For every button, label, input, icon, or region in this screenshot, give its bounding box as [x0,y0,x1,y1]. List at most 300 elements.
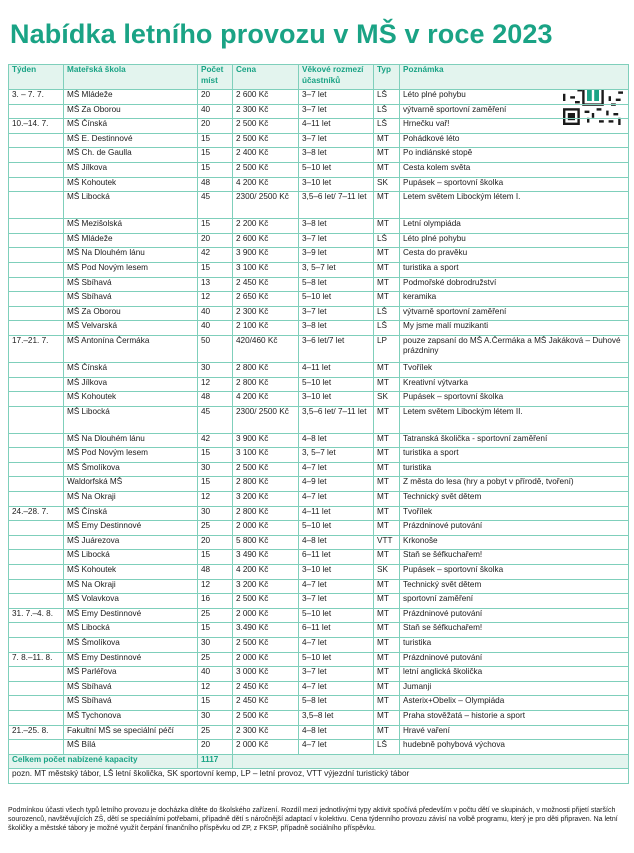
cell-school: MŠ Pod Novým lesem [64,262,198,277]
cell-price: 3 100 Kč [233,448,299,463]
table-row [9,219,629,234]
cell-week [9,292,64,307]
table-row [9,740,629,755]
cell-age: 4–8 let [299,725,374,740]
table-row [9,433,629,448]
cell-school: MŠ Emy Destinnové [64,521,198,536]
cell-age: 6–11 let [299,623,374,638]
table-row [9,725,629,740]
cell-school: MŠ Kohoutek [64,177,198,192]
cell-week [9,579,64,594]
cell-price: 2 000 Kč [233,652,299,667]
cell-price: 2 000 Kč [233,740,299,755]
table-header-row [9,65,629,90]
cell-places: 25 [198,725,233,740]
cell-note: Prázdninové putování [400,608,629,623]
cell-school: MŠ Libocká [64,406,198,433]
page-title: Nabídka letního provozu v MŠ v roce 2023 [10,19,553,49]
cell-note: výtvarně sportovní zaměření [400,306,629,321]
cell-school: MŠ Bílá [64,740,198,755]
cell-week: 31. 7.–4. 8. [9,608,64,623]
cell-school: MŠ Sbíhavá [64,292,198,307]
cell-week [9,248,64,263]
cell-age: 5–10 let [299,292,374,307]
table-row [9,638,629,653]
table-row [9,652,629,667]
cell-school: MŠ Kohoutek [64,392,198,407]
cell-places: 12 [198,681,233,696]
cell-week [9,521,64,536]
cell-places: 30 [198,638,233,653]
cell-school: MŠ Čínská [64,362,198,377]
cell-type: MT [374,448,400,463]
cell-note: Cesta do pravěku [400,248,629,263]
cell-places: 40 [198,321,233,336]
cell-places: 15 [198,696,233,711]
cell-age: 4–7 let [299,681,374,696]
cell-week [9,406,64,433]
legend-row [9,769,629,784]
cell-type: MT [374,362,400,377]
cell-week: 17.–21. 7. [9,335,64,362]
cell-age: 6–11 let [299,550,374,565]
table-row [9,119,629,134]
cell-places: 48 [198,565,233,580]
table-row [9,667,629,682]
footnote: Podmínkou účasti všech typů letního provozu je docházka dítěte do školského zařízení. Rozdíl mezi jednotlivými typy aktivit spočívá především v počtu dětí ve skupinách, v možnosti přijetí starších sourozenců, navštěvujících ZŠ, dětí se speciálními potřebami, případně dětí s náročnější adaptací v kolektivu. Cena týdenního provozu závisí na volbě programu, který je pro děti připraven. Na letní školičky a městské tábory je možné využít čerpání finančního příspěvku od ZP, z FKSP, případně sociálního příspěvku. [8,807,618,833]
cell-price: 2 800 Kč [233,506,299,521]
cell-type: MT [374,652,400,667]
cell-week [9,477,64,492]
cell-age: 3–7 let [299,104,374,119]
cell-note: turistika [400,638,629,653]
cell-school: MŠ Emy Destinnové [64,608,198,623]
cell-type: MT [374,579,400,594]
cell-price: 2 600 Kč [233,233,299,248]
cell-age: 3–8 let [299,219,374,234]
table-row [9,133,629,148]
cell-note: Cesta kolem světa [400,162,629,177]
cell-age: 3–7 let [299,133,374,148]
cell-week [9,550,64,565]
cell-type: MT [374,550,400,565]
table-row [9,565,629,580]
cell-places: 15 [198,162,233,177]
cell-places: 15 [198,262,233,277]
cell-age: 5–10 let [299,652,374,667]
cell-week [9,710,64,725]
cell-places: 15 [198,133,233,148]
cell-note: Pupásek – sportovní školka [400,392,629,407]
cell-age: 3–8 let [299,321,374,336]
cell-school: MŠ Juárezova [64,535,198,550]
cell-note: Praha stověžatá – historie a sport [400,710,629,725]
cell-type: LŠ [374,90,400,105]
cell-price: 2 800 Kč [233,477,299,492]
cell-type: MT [374,133,400,148]
cell-age: 5–10 let [299,608,374,623]
cell-note: hudebně pohybová výchova [400,740,629,755]
cell-price: 3 100 Kč [233,262,299,277]
cell-note: turistika a sport [400,262,629,277]
cell-school: MŠ Na Dlouhém lánu [64,433,198,448]
cell-places: 20 [198,535,233,550]
table-row [9,594,629,609]
cell-type: MT [374,506,400,521]
cell-type: MT [374,681,400,696]
cell-week [9,321,64,336]
cell-price: 3 200 Kč [233,492,299,507]
table-row [9,710,629,725]
cell-type: SK [374,565,400,580]
cell-school: MŠ Parléřova [64,667,198,682]
offer-table [8,64,629,784]
cell-age: 4–7 let [299,492,374,507]
cell-places: 42 [198,248,233,263]
cell-type: MT [374,277,400,292]
cell-week: 10.–14. 7. [9,119,64,134]
cell-price: 420/460 Kč [233,335,299,362]
cell-price: 4 200 Kč [233,392,299,407]
cell-type: MT [374,608,400,623]
cell-places: 15 [198,219,233,234]
table-row [9,681,629,696]
cell-note: Tvořílek [400,506,629,521]
cell-school: MŠ Libocká [64,623,198,638]
cell-age: 5–8 let [299,696,374,711]
cell-note: Pupásek – sportovní školka [400,565,629,580]
cell-age: 5–8 let [299,277,374,292]
cell-type: MT [374,477,400,492]
cell-price: 3 490 Kč [233,550,299,565]
cell-age: 4–11 let [299,362,374,377]
cell-places: 40 [198,104,233,119]
cell-note: výtvarně sportovní zaměření [400,104,629,119]
cell-school: MŠ Jílkova [64,377,198,392]
cell-week [9,462,64,477]
cell-note: turistika a sport [400,448,629,463]
cell-note: turistika [400,462,629,477]
cell-note: Asterix+Obelix – Olympiáda [400,696,629,711]
cell-price: 2 650 Kč [233,292,299,307]
cell-school: MŠ Jílkova [64,162,198,177]
cell-week [9,448,64,463]
cell-week [9,492,64,507]
table-row [9,248,629,263]
cell-price: 2 800 Kč [233,362,299,377]
cell-price: 2 200 Kč [233,219,299,234]
table-row [9,392,629,407]
cell-age: 4–11 let [299,506,374,521]
cell-note: Tvořílek [400,362,629,377]
table-row [9,623,629,638]
cell-type: LŠ [374,233,400,248]
cell-places: 48 [198,392,233,407]
cell-age: 3,5–8 let [299,710,374,725]
cell-note: Letem světem Libockým létem II. [400,406,629,433]
cell-age: 3–8 let [299,148,374,163]
cell-age: 3–10 let [299,177,374,192]
cell-price: 2 450 Kč [233,696,299,711]
cell-type: LŠ [374,119,400,134]
cell-week [9,233,64,248]
cell-price: 2 500 Kč [233,162,299,177]
cell-week [9,535,64,550]
cell-age: 4–7 let [299,462,374,477]
cell-places: 20 [198,90,233,105]
cell-type: MT [374,623,400,638]
table-row [9,90,629,105]
cell-week [9,623,64,638]
legend-text: pozn. MT městský tábor, LŠ letní školička, SK sportovní kemp, LP – letní provoz, VTT výjezdní turistický tábor [9,769,629,784]
cell-week [9,667,64,682]
cell-note: Letní olympiáda [400,219,629,234]
cell-price: 2300/ 2500 Kč [233,406,299,433]
cell-week [9,565,64,580]
cell-week: 21.–25. 8. [9,725,64,740]
cell-school: MŠ Mládeže [64,233,198,248]
cell-price: 2 000 Kč [233,608,299,623]
cell-price: 2 450 Kč [233,681,299,696]
cell-school: MŠ Čínská [64,119,198,134]
cell-places: 30 [198,506,233,521]
cell-places: 40 [198,306,233,321]
cell-note: Léto plné pohybu [400,90,629,105]
cell-age: 3–7 let [299,306,374,321]
cell-places: 12 [198,579,233,594]
cell-type: MT [374,192,400,219]
cell-age: 4–7 let [299,579,374,594]
cell-age: 4–9 let [299,477,374,492]
table-row [9,148,629,163]
cell-week [9,696,64,711]
cell-age: 3–7 let [299,667,374,682]
cell-places: 45 [198,192,233,219]
cell-note: Prázdninové putování [400,521,629,536]
table-row [9,477,629,492]
table-row [9,335,629,362]
cell-price: 2 600 Kč [233,90,299,105]
table-row [9,277,629,292]
cell-age: 4–11 let [299,119,374,134]
cell-note: Z města do lesa (hry a pobyt v přírodě, tvoření) [400,477,629,492]
cell-school: MŠ Sbíhavá [64,696,198,711]
cell-price: 2 300 Kč [233,104,299,119]
cell-age: 3–7 let [299,594,374,609]
table-row [9,696,629,711]
cell-places: 25 [198,608,233,623]
table-row [9,162,629,177]
cell-places: 40 [198,667,233,682]
cell-places: 20 [198,119,233,134]
cell-places: 12 [198,292,233,307]
cell-school: MŠ Emy Destinnové [64,652,198,667]
cell-note: Tatranská školička - sportovní zaměření [400,433,629,448]
cell-type: MT [374,219,400,234]
cell-note: Staň se šéfkuchařem! [400,550,629,565]
cell-price: 2 800 Kč [233,377,299,392]
cell-places: 30 [198,710,233,725]
cell-school: Fakultní MŠ se speciální péčí [64,725,198,740]
cell-price: 3 200 Kč [233,579,299,594]
header-note: Poznámka [400,65,629,90]
cell-type: LŠ [374,321,400,336]
table-row [9,192,629,219]
cell-price: 2 300 Kč [233,725,299,740]
cell-school: MŠ Za Oborou [64,306,198,321]
header-school: Mateřská škola [64,65,198,90]
cell-week: 3. – 7. 7. [9,90,64,105]
table-row [9,306,629,321]
cell-note: sportovní zaměření [400,594,629,609]
cell-places: 25 [198,652,233,667]
cell-type: MT [374,667,400,682]
table-row [9,362,629,377]
cell-type: MT [374,433,400,448]
header-type: Typ [374,65,400,90]
table-row [9,104,629,119]
cell-week [9,681,64,696]
cell-note: Pupásek – sportovní školka [400,177,629,192]
cell-places: 42 [198,433,233,448]
cell-school: MŠ Na Okraji [64,579,198,594]
cell-age: 5–10 let [299,521,374,536]
cell-type: MT [374,148,400,163]
total-row [9,754,629,769]
table-row [9,550,629,565]
cell-price: 2 000 Kč [233,521,299,536]
cell-week [9,277,64,292]
table-row [9,462,629,477]
cell-type: MT [374,262,400,277]
table-row [9,448,629,463]
cell-price: 2 500 Kč [233,710,299,725]
cell-type: MT [374,725,400,740]
cell-price: 2 500 Kč [233,119,299,134]
cell-school: MŠ Za Oborou [64,104,198,119]
cell-note: letní anglická školička [400,667,629,682]
cell-type: VTT [374,535,400,550]
cell-places: 15 [198,623,233,638]
cell-places: 20 [198,740,233,755]
cell-price: 2 500 Kč [233,133,299,148]
cell-price: 5 800 Kč [233,535,299,550]
cell-week [9,162,64,177]
cell-note: pouze zapsaní do MŠ A.Čermáka a MŠ Jakáková – Duhové prázdniny [400,335,629,362]
cell-price: 4 200 Kč [233,177,299,192]
cell-places: 12 [198,377,233,392]
cell-type: MT [374,638,400,653]
cell-age: 3, 5–7 let [299,262,374,277]
cell-type: MT [374,292,400,307]
cell-age: 4–8 let [299,433,374,448]
cell-places: 45 [198,406,233,433]
cell-price: 2 500 Kč [233,462,299,477]
cell-age: 3,5–6 let/ 7–11 let [299,406,374,433]
total-filler [233,754,629,769]
table-row [9,506,629,521]
cell-type: LŠ [374,104,400,119]
table-row [9,233,629,248]
cell-type: MT [374,377,400,392]
cell-places: 13 [198,277,233,292]
cell-note: Krkonoše [400,535,629,550]
table-row [9,406,629,433]
cell-places: 15 [198,148,233,163]
cell-type: MT [374,710,400,725]
table-body [9,90,629,755]
cell-school: MŠ Volavkova [64,594,198,609]
table-row [9,292,629,307]
cell-week [9,219,64,234]
cell-type: MT [374,521,400,536]
cell-price: 2 100 Kč [233,321,299,336]
cell-age: 3–6 let/7 let [299,335,374,362]
cell-age: 3–7 let [299,90,374,105]
cell-type: LŠ [374,306,400,321]
cell-age: 3, 5–7 let [299,448,374,463]
cell-age: 3–7 let [299,233,374,248]
cell-school: MŠ Šmolíkova [64,462,198,477]
cell-note: My jsme malí muzikanti [400,321,629,336]
cell-age: 4–7 let [299,740,374,755]
cell-week [9,104,64,119]
table-row [9,521,629,536]
cell-week [9,433,64,448]
header-week: Týden [9,65,64,90]
total-value: 1117 [198,754,233,769]
cell-price: 3 000 Kč [233,667,299,682]
cell-age: 5–10 let [299,377,374,392]
cell-places: 48 [198,177,233,192]
cell-note: Hravé vaření [400,725,629,740]
cell-note: Podmořské dobrodružství [400,277,629,292]
cell-week [9,177,64,192]
cell-week [9,262,64,277]
cell-price: 3.490 Kč [233,623,299,638]
cell-age: 3–10 let [299,565,374,580]
cell-type: SK [374,177,400,192]
cell-type: MT [374,406,400,433]
cell-age: 3,5–6 let/ 7–11 let [299,192,374,219]
cell-type: LP [374,335,400,362]
cell-places: 50 [198,335,233,362]
header-age: Věkové rozmezí účastníků [299,65,374,90]
table-row [9,177,629,192]
cell-school: MŠ Na Dlouhém lánu [64,248,198,263]
cell-school: MŠ Velvarská [64,321,198,336]
cell-school: MŠ Libocká [64,550,198,565]
cell-places: 25 [198,521,233,536]
cell-school: MŠ Libocká [64,192,198,219]
cell-price: 2 500 Kč [233,594,299,609]
header-price: Cena [233,65,299,90]
table-row [9,579,629,594]
cell-note: keramika [400,292,629,307]
table-row [9,492,629,507]
cell-type: MT [374,492,400,507]
cell-price: 3 900 Kč [233,248,299,263]
cell-type: SK [374,392,400,407]
cell-week [9,362,64,377]
cell-note: Jumanji [400,681,629,696]
cell-note: Pohádkové léto [400,133,629,148]
cell-week [9,392,64,407]
cell-places: 15 [198,477,233,492]
cell-week [9,133,64,148]
cell-school: MŠ Ch. de Gaulla [64,148,198,163]
cell-price: 2 300 Kč [233,306,299,321]
